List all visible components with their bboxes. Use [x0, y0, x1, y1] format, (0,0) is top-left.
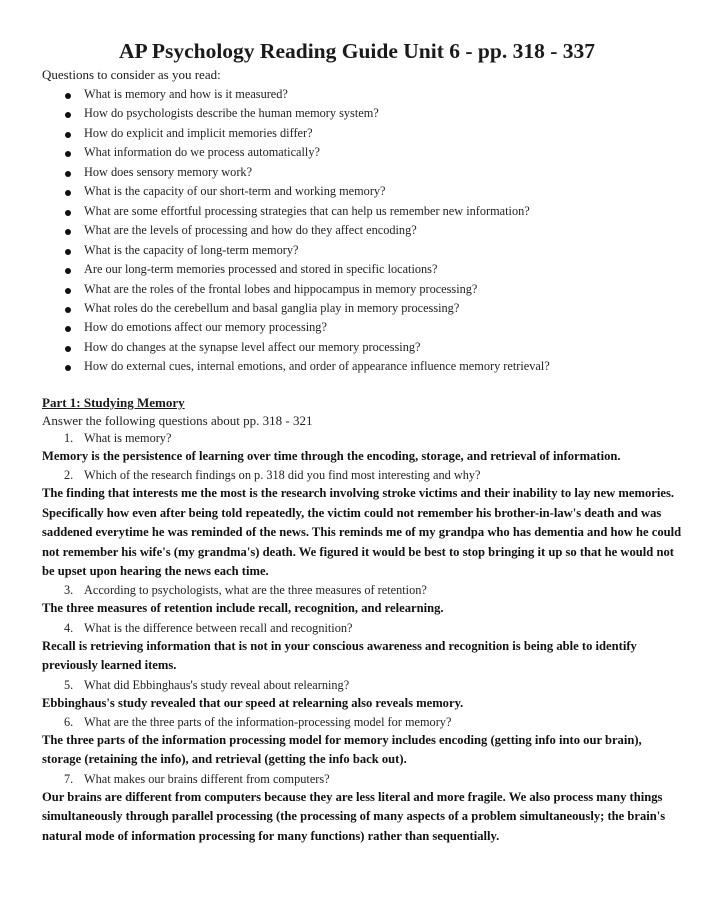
question-number: 5.	[64, 677, 74, 692]
answer-text: The finding that interests me the most is the research involving stroke victims and their inability to lay new memories. Specifically how even after being told repeatedly, the victim could not remember his brother-in-law's death and was saddened everytime he was reminded of the news. This reminds me of my grandpa who has dementia and how he could not remember his wife's (my grandma's) death. We figured it would be best to stop bringing it up so that he would not be upset upon hearing the news each time.	[42, 486, 682, 579]
answer-text: The three measures of retention include recall, recognition, and relearning.	[42, 601, 444, 616]
page-title: AP Psychology Reading Guide Unit 6 - pp. 318 - 337	[118, 39, 596, 63]
bullet-item: How do psychologists describe the human memory system?	[0, 104, 550, 123]
bullet-item: What roles do the cerebellum and basal ganglia play in memory processing?	[0, 299, 550, 318]
bullet-item: What is the capacity of our short-term and working memory?	[0, 182, 550, 201]
bullet-dot-icon	[65, 307, 71, 313]
answer-text: Ebbinghaus's study revealed that our speed at relearning also reveals memory.	[42, 695, 464, 710]
question-number: 4.	[64, 620, 74, 635]
question-item	[0, 770, 714, 788]
question-item	[0, 713, 714, 731]
bullet-item: What is the capacity of long-term memory?	[0, 241, 550, 260]
bullet-item: How do changes at the synapse level affect our memory processing?	[0, 338, 550, 357]
question-text: What is the difference between recall and recognition?	[84, 620, 353, 635]
bullet-item: What are some effortful processing strategies that can help us remember new information?	[0, 202, 550, 221]
answer-text: The three parts of the information processing model for memory includes encoding (getting info into our brain), storage (retaining the info), and retrieval (getting the info back out).	[42, 733, 642, 767]
part-intro: Answer the following questions about pp. 318 - 321	[42, 413, 313, 428]
bullet-item: Are our long-term memories processed and stored in specific locations?	[0, 260, 550, 279]
bullet-dot-icon	[65, 190, 71, 196]
bullet-dot-icon	[65, 365, 71, 371]
bullet-dot-icon	[65, 249, 71, 255]
question-text: According to psychologists, what are the three measures of retention?	[84, 583, 427, 598]
question-bullet-list	[0, 85, 550, 377]
bullet-dot-icon	[65, 346, 71, 352]
question-text: Which of the research findings on p. 318 did you find most interesting and why?	[84, 468, 481, 483]
question-item	[0, 429, 714, 447]
bullet-item: How do external cues, internal emotions, and order of appearance influence memory retrieval?	[0, 357, 550, 376]
question-text: What makes our brains different from computers?	[84, 771, 330, 786]
question-answer-list	[0, 429, 714, 846]
bullet-dot-icon	[65, 132, 71, 138]
bullet-dot-icon	[65, 268, 71, 274]
bullet-dot-icon	[65, 171, 71, 177]
bullet-item: What information do we process automatically?	[0, 143, 550, 162]
bullet-item: How do emotions affect our memory processing?	[0, 318, 550, 337]
bullet-item: What are the roles of the frontal lobes and hippocampus in memory processing?	[0, 280, 550, 299]
question-text: What did Ebbinghaus's study reveal about relearning?	[84, 677, 350, 692]
question-number: 1.	[64, 431, 74, 445]
answer-text: Recall is retrieving information that is not in your conscious awareness and recognition is being able to identify previously learned items.	[42, 638, 637, 673]
bullet-dot-icon	[65, 210, 71, 216]
part-heading: Part 1: Studying Memory	[42, 395, 185, 410]
question-number: 6.	[64, 715, 74, 730]
question-item	[0, 619, 714, 637]
bullet-dot-icon	[65, 93, 71, 99]
answer-text: Our brains are different from computers because they are less literal and more fragile. We also process many things simultaneously through parallel processing (the processing of many aspects of a problem simultaneously; the brain's natural mode of information processing for many functions) rather than sequentially.	[42, 789, 666, 843]
bullet-dot-icon	[65, 288, 71, 294]
bullet-dot-icon	[65, 151, 71, 157]
question-number: 3.	[64, 583, 74, 598]
answer-text: Memory is the persistence of learning over time through the encoding, storage, and retrieval of information.	[42, 449, 621, 463]
question-item	[0, 581, 714, 599]
question-text: What is memory?	[84, 431, 172, 445]
question-text: What are the three parts of the information-processing model for memory?	[84, 715, 452, 730]
question-number: 7.	[64, 771, 74, 786]
bullet-item: How does sensory memory work?	[0, 163, 550, 182]
question-number: 2.	[64, 468, 74, 483]
bullet-item: What is memory and how is it measured?	[0, 85, 550, 104]
bullet-dot-icon	[65, 112, 71, 118]
bullet-dot-icon	[65, 229, 71, 235]
bullet-item: How do explicit and implicit memories differ?	[0, 124, 550, 143]
bullet-item: What are the levels of processing and how do they affect encoding?	[0, 221, 550, 240]
bullet-dot-icon	[65, 326, 71, 332]
intro-text: Questions to consider as you read:	[42, 67, 221, 82]
question-item	[0, 466, 714, 484]
question-item	[0, 676, 714, 694]
